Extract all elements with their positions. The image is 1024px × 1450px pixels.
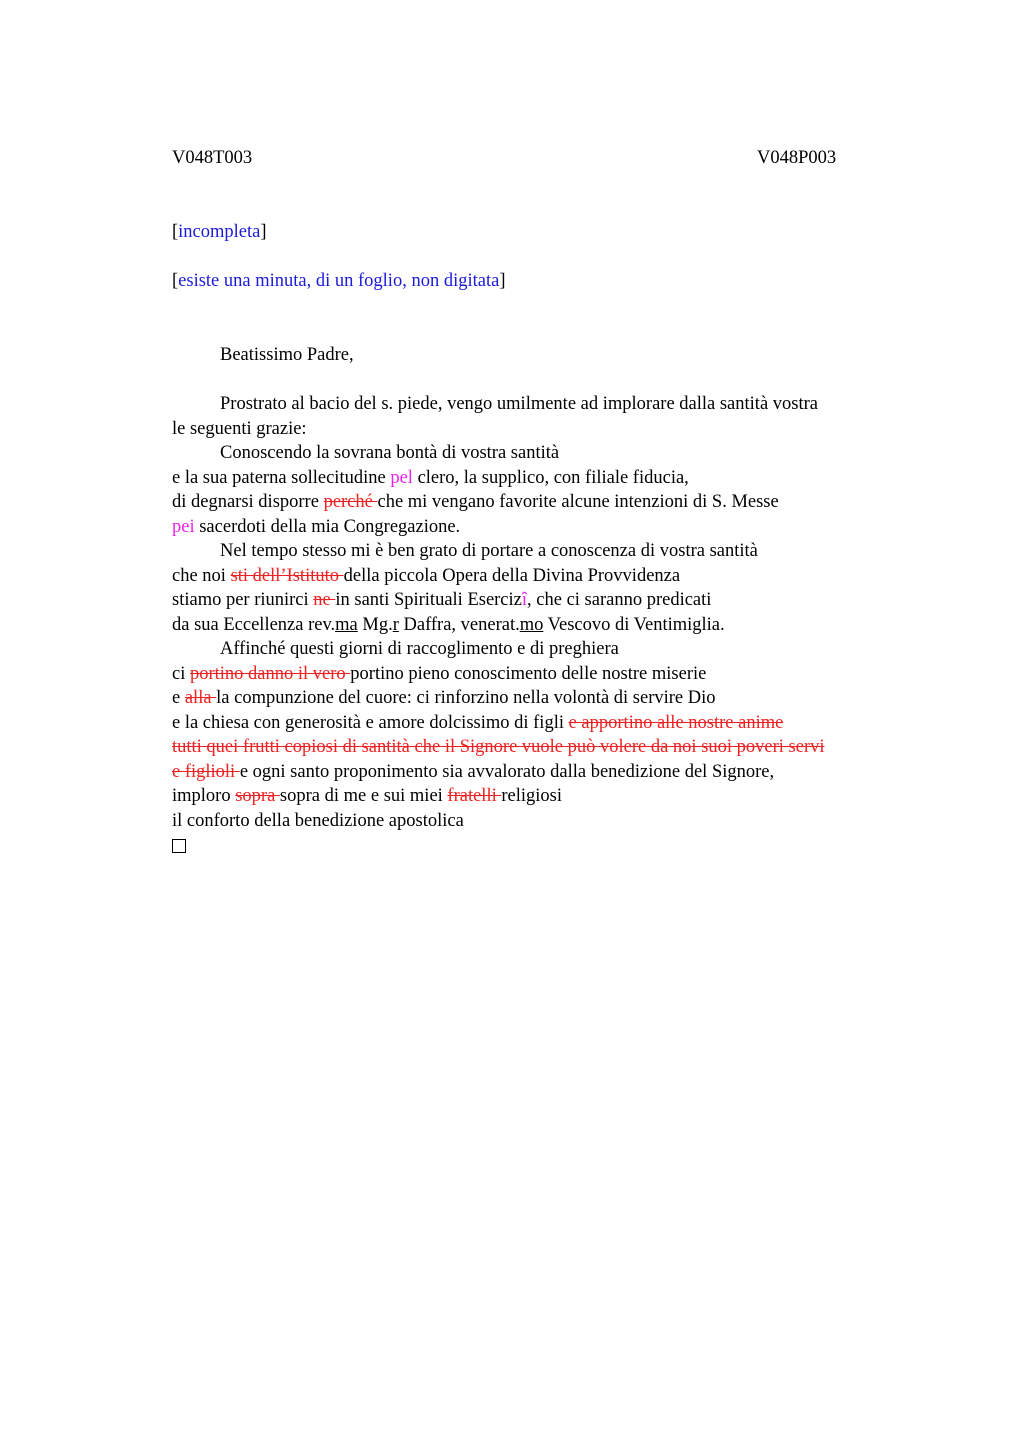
letter-line: Conoscendo la sovrana bontà di vostra santità [220, 443, 560, 463]
letter-line: ci portino danno il vero portino pieno conoscimento delle nostre miserie [172, 663, 707, 684]
letter-line: Nel tempo stesso mi è ben grato di portare a conoscenza di vostra santità [220, 541, 758, 561]
letter-line: che noi sti dell’Istituto della piccola Opera della Divina Provvidenza [172, 565, 681, 586]
note-minute: [esiste una minuta, di un foglio, non digitata] [172, 271, 506, 291]
letter-line: Affinché questi giorni di raccoglimento e di preghiera [220, 639, 619, 659]
square-icon [172, 839, 186, 853]
note-minute-text: esiste una minuta, di un foglio, non digitata [178, 271, 500, 291]
letter-line: e la chiesa con generosità e amore dolcissimo di figli e apportino alle nostre anime [172, 712, 784, 733]
letter-line: il conforto della benedizione apostolica [172, 810, 464, 831]
letter-line: le seguenti grazie: [172, 418, 307, 439]
letter-line: da sua Eccellenza rev.ma Mg.r Daffra, venerat.mo Vescovo di Ventimiglia. [172, 614, 725, 635]
right-code: V048P003 [757, 148, 837, 168]
note-incomplete-text: incompleta [178, 222, 261, 242]
letter-line: tutti quei frutti copiosi di santità che il Signore vuole può volere da noi suoi poveri servi [172, 737, 825, 757]
letter-line: imploro sopra sopra di me e sui miei fratelli religiosi [172, 786, 562, 806]
letter-line: e la sua paterna sollecitudine pel clero, la supplico, con filiale fiducia, [172, 467, 689, 488]
letter-line: di degnarsi disporre perché che mi vengano favorite alcune intenzioni di S. Messe [172, 492, 779, 512]
letter-line: stiamo per riunirci ne in santi Spirituali Esercizî, che ci saranno predicati [172, 590, 712, 610]
letter-line: pei sacerdoti della mia Congregazione. [172, 516, 461, 537]
letter-line: Prostrato al bacio del s. piede, vengo umilmente ad implorare dalla santità vostra [220, 394, 818, 414]
note-incomplete: [incompleta] [172, 222, 267, 242]
letter-body [172, 343, 912, 858]
salutation: Beatissimo Padre, [220, 345, 354, 365]
left-code: V048T003 [172, 148, 253, 168]
letter-line: e alla la compunzione del cuore: ci rinforzino nella volontà di servire Dio [172, 688, 716, 708]
end-box [172, 833, 912, 858]
letter-line: e figlioli e ogni santo proponimento sia avvalorato dalla benedizione del Signore, [172, 761, 775, 782]
